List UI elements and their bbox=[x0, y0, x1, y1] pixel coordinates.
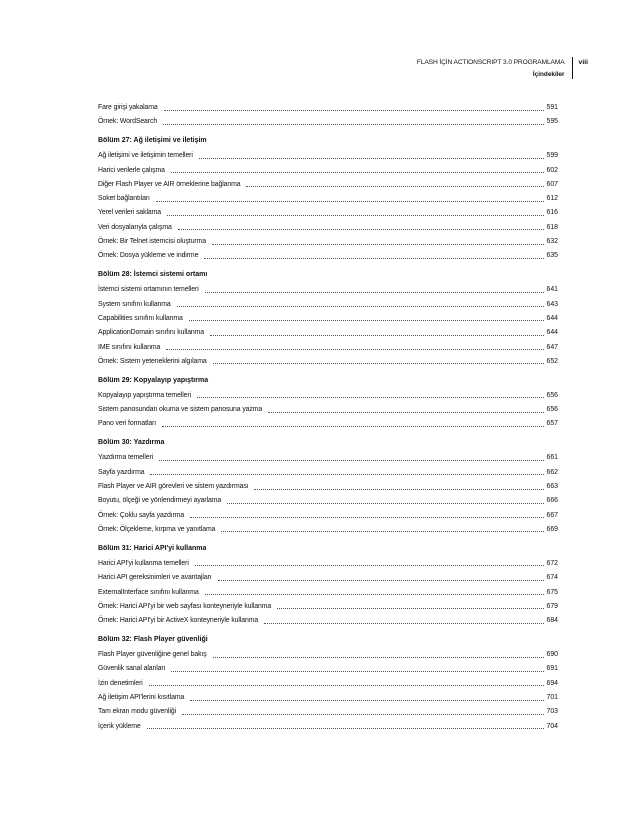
toc-entry-page-number: 672 bbox=[546, 559, 558, 567]
toc-entry-title: ExternalInterface sınıfını kullanma bbox=[98, 588, 199, 596]
toc-entry-page-number: 644 bbox=[546, 329, 558, 337]
toc-entry-title: Veri dosyalarıyla çalışma bbox=[98, 223, 172, 231]
toc-entry-title: Sistem panosundan okuma ve sistem panosuna yazma bbox=[98, 406, 263, 414]
toc-entry-title: Fare girişi yakalama bbox=[98, 104, 158, 111]
toc-entry-page-number: 641 bbox=[546, 286, 558, 294]
toc-entry-page-number: 616 bbox=[546, 209, 558, 217]
toc-entry[interactable] bbox=[98, 481, 558, 492]
toc-entry-page-number: 667 bbox=[546, 511, 558, 519]
toc-entry-title: Yazdırma temelleri bbox=[98, 454, 154, 462]
toc-entry-page-number: 691 bbox=[546, 665, 558, 673]
header-text-block bbox=[417, 57, 572, 79]
toc-section bbox=[98, 635, 558, 731]
toc-entry-title: Harici verilerle çalışma bbox=[98, 166, 165, 174]
dot-leader bbox=[177, 305, 544, 307]
dot-leader bbox=[190, 699, 543, 701]
toc-entry-page-number: 674 bbox=[546, 574, 558, 582]
toc-entry[interactable] bbox=[98, 342, 558, 353]
toc-entry[interactable] bbox=[98, 678, 558, 689]
toc-entry[interactable] bbox=[98, 418, 558, 429]
toc-entry-page-number: 599 bbox=[546, 152, 558, 160]
toc-entry[interactable] bbox=[98, 649, 558, 660]
dot-leader bbox=[212, 243, 544, 245]
toc-entry-title: Harici API'yi kullanma temelleri bbox=[98, 559, 189, 567]
toc-entry[interactable] bbox=[98, 207, 558, 218]
toc-entry-title: Örnek: Dosya yükleme ve indirme bbox=[98, 252, 199, 260]
toc-entry-page-number: 643 bbox=[546, 300, 558, 308]
dot-leader bbox=[221, 530, 543, 532]
toc-section bbox=[98, 438, 558, 534]
toc-entry-title: Soket bağlantıları bbox=[98, 195, 150, 203]
dot-leader bbox=[210, 334, 543, 336]
toc-entry-page-number: 675 bbox=[546, 588, 558, 596]
toc-entry[interactable] bbox=[98, 558, 558, 569]
toc-entry-page-number: 666 bbox=[546, 497, 558, 505]
toc-entry-title: Sayfa yazdırma bbox=[98, 468, 145, 476]
dot-leader bbox=[199, 157, 544, 159]
toc-entry[interactable] bbox=[98, 587, 558, 598]
toc-entry-page-number: 679 bbox=[546, 602, 558, 610]
toc-entry-page-number: 652 bbox=[546, 357, 558, 365]
dot-leader bbox=[164, 109, 544, 111]
toc-entry-title: Güvenlik sanal alanları bbox=[98, 665, 166, 673]
toc-entry-title: Tam ekran modu güvenliği bbox=[98, 708, 177, 716]
toc-entry-page-number: 703 bbox=[546, 708, 558, 716]
toc-entry[interactable] bbox=[98, 692, 558, 703]
toc-entry-page-number: 663 bbox=[546, 483, 558, 491]
dot-leader bbox=[254, 488, 543, 490]
toc-entry-title: Harici API gereksinimleri ve avantajları bbox=[98, 574, 212, 582]
dot-leader bbox=[205, 291, 544, 293]
toc-entry-page-number: 657 bbox=[546, 420, 558, 428]
header-subtitle: İçindekiler bbox=[532, 71, 565, 78]
toc-entry-page-number: 661 bbox=[546, 454, 558, 462]
toc-entry[interactable] bbox=[98, 116, 558, 127]
toc-section bbox=[98, 544, 558, 626]
toc-entry-title: Kopyalayıp yapıştırma temelleri bbox=[98, 391, 192, 399]
dot-leader bbox=[264, 622, 543, 624]
toc-entry-title: Örnek: Harici API'yi bir web sayfası konteyneriyle kullanma bbox=[98, 602, 272, 610]
dot-leader bbox=[190, 516, 543, 518]
toc-entry[interactable] bbox=[98, 299, 558, 310]
dot-leader bbox=[268, 411, 543, 413]
toc-entry-page-number: 595 bbox=[546, 118, 558, 126]
toc-entry-title: ApplicationDomain sınıfını kullanma bbox=[98, 329, 205, 337]
dot-leader bbox=[156, 200, 544, 202]
dot-leader bbox=[213, 656, 544, 658]
chapter-heading: Bölüm 30: Yazdırma bbox=[98, 439, 165, 447]
toc-entry-title: IME sınıfını kullanma bbox=[98, 343, 161, 351]
toc-entry[interactable] bbox=[98, 327, 558, 338]
toc-entry-title: Ağ iletişimi ve iletişimin temelleri bbox=[98, 152, 193, 160]
dot-leader bbox=[277, 607, 543, 609]
toc-entry[interactable] bbox=[98, 250, 558, 261]
toc-entry[interactable] bbox=[98, 193, 558, 204]
dot-leader bbox=[167, 214, 543, 216]
toc-entry-page-number: 694 bbox=[546, 679, 558, 687]
dot-leader bbox=[159, 459, 543, 461]
toc-section bbox=[98, 102, 558, 127]
dot-leader bbox=[147, 727, 544, 729]
toc-entry-page-number: 644 bbox=[546, 314, 558, 322]
dot-leader bbox=[218, 579, 544, 581]
toc-section bbox=[98, 136, 558, 261]
toc-entry-page-number: 701 bbox=[546, 694, 558, 702]
toc-entry[interactable] bbox=[98, 356, 558, 367]
toc-entry-title: İçerik yükleme bbox=[98, 722, 141, 730]
toc-entry-title: Örnek: Harici API'yi bir ActiveX konteyneriyle kullanma bbox=[98, 617, 259, 625]
toc-section bbox=[98, 270, 558, 366]
running-header bbox=[417, 57, 588, 79]
dot-leader bbox=[178, 228, 544, 230]
dot-leader bbox=[227, 502, 543, 504]
dot-leader bbox=[213, 362, 544, 364]
chapter-heading: Bölüm 32: Flash Player güvenliği bbox=[98, 636, 208, 644]
toc-entry[interactable] bbox=[98, 313, 558, 324]
dot-leader bbox=[205, 593, 544, 595]
toc-entry-title: Ağ iletişim API'lerini kısıtlama bbox=[98, 694, 185, 702]
toc-entry-title: Yerel verileri saklama bbox=[98, 209, 162, 217]
book-title: FLASH İÇİN ACTIONSCRIPT 3.0 PROGRAMLAMA bbox=[416, 59, 565, 66]
dot-leader bbox=[166, 348, 543, 350]
toc-entry[interactable] bbox=[98, 179, 558, 190]
dot-leader bbox=[189, 319, 544, 321]
toc-entry[interactable] bbox=[98, 102, 558, 113]
chapter-heading: Bölüm 27: Ağ iletişimi ve iletişim bbox=[98, 137, 207, 145]
toc-entry[interactable] bbox=[98, 404, 558, 415]
toc-entry-title: Diğer Flash Player ve AIR örneklerine bağlanma bbox=[98, 180, 241, 188]
toc-entry-title: Flash Player güvenliğine genel bakış bbox=[98, 651, 207, 659]
dot-leader bbox=[163, 123, 543, 125]
dot-leader bbox=[195, 564, 544, 566]
dot-leader bbox=[171, 670, 543, 672]
toc-entry-title: İzin denetimleri bbox=[98, 679, 143, 687]
dot-leader bbox=[150, 473, 543, 475]
toc-entry[interactable] bbox=[98, 601, 558, 612]
toc-entry-title: Örnek: Bir Telnet istemcisi oluşturma bbox=[98, 238, 206, 246]
dot-leader bbox=[246, 185, 543, 187]
toc-entry-page-number: 602 bbox=[546, 166, 558, 174]
toc-entry-title: Boyutu, ölçeği ve yönlendirmeyi ayarlama bbox=[98, 497, 222, 505]
toc-entry-title: Örnek: Çoklu sayfa yazdırma bbox=[98, 511, 185, 519]
dot-leader bbox=[197, 396, 543, 398]
toc-entry-title: Flash Player ve AIR görevleri ve sistem yazdırması bbox=[98, 483, 249, 491]
toc-entry-page-number: 612 bbox=[546, 195, 558, 203]
toc-entry-title: İstemci sistemi ortamının temelleri bbox=[98, 286, 199, 294]
toc-entry-page-number: 669 bbox=[546, 525, 558, 533]
toc-entry[interactable] bbox=[98, 663, 558, 674]
toc-entry-page-number: 656 bbox=[546, 391, 558, 399]
dot-leader bbox=[162, 425, 543, 427]
toc-entry-page-number: 618 bbox=[546, 223, 558, 231]
toc-entry-title: Örnek: WordSearch bbox=[98, 118, 158, 126]
toc-entry-page-number: 684 bbox=[546, 617, 558, 625]
toc-entry[interactable] bbox=[98, 524, 558, 535]
chapter-heading: Bölüm 29: Kopyalayıp yapıştırma bbox=[98, 376, 209, 384]
toc-entry-title: Capabilities sınıfını kullanma bbox=[98, 314, 183, 322]
toc-entry-page-number: 690 bbox=[546, 651, 558, 659]
toc-entry-page-number: 647 bbox=[546, 343, 558, 351]
toc-entry[interactable] bbox=[98, 706, 558, 717]
toc-section bbox=[98, 376, 558, 430]
toc-entry[interactable] bbox=[98, 236, 558, 247]
toc-entry-page-number: 632 bbox=[546, 238, 558, 246]
toc-entry-title: Pano veri formatları bbox=[98, 420, 157, 428]
toc-entry-page-number: 591 bbox=[546, 104, 558, 111]
toc-entry[interactable] bbox=[98, 510, 558, 521]
table-of-contents bbox=[98, 102, 558, 741]
chapter-heading: Bölüm 28: İstemci sistemi ortamı bbox=[98, 271, 208, 279]
toc-entry[interactable] bbox=[98, 452, 558, 463]
toc-entry[interactable] bbox=[98, 390, 558, 401]
toc-entry-page-number: 607 bbox=[546, 180, 558, 188]
toc-entry-page-number: 704 bbox=[546, 722, 558, 730]
toc-entry-title: Örnek: Ölçekleme, kırpma ve yanıtlama bbox=[98, 525, 216, 533]
toc-entry[interactable] bbox=[98, 572, 558, 583]
toc-entry-page-number: 635 bbox=[546, 252, 558, 260]
toc-entry[interactable] bbox=[98, 721, 558, 732]
dot-leader bbox=[204, 257, 543, 259]
toc-entry[interactable] bbox=[98, 495, 558, 506]
toc-entry-page-number: 656 bbox=[546, 406, 558, 414]
toc-entry[interactable] bbox=[98, 467, 558, 478]
toc-entry[interactable] bbox=[98, 150, 558, 161]
dot-leader bbox=[182, 713, 543, 715]
dot-leader bbox=[149, 684, 544, 686]
header-page-number: viii bbox=[578, 59, 588, 66]
toc-entry[interactable] bbox=[98, 222, 558, 233]
toc-entry-title: System sınıfını kullanma bbox=[98, 300, 171, 308]
toc-entry-page-number: 662 bbox=[546, 468, 558, 476]
toc-entry-title: Örnek: Sistem yeteneklerini algılama bbox=[98, 357, 207, 365]
dot-leader bbox=[171, 171, 544, 173]
toc-entry[interactable] bbox=[98, 615, 558, 626]
chapter-heading: Bölüm 31: Harici API'yi kullanma bbox=[98, 544, 207, 552]
toc-entry[interactable] bbox=[98, 165, 558, 176]
toc-entry[interactable] bbox=[98, 284, 558, 295]
